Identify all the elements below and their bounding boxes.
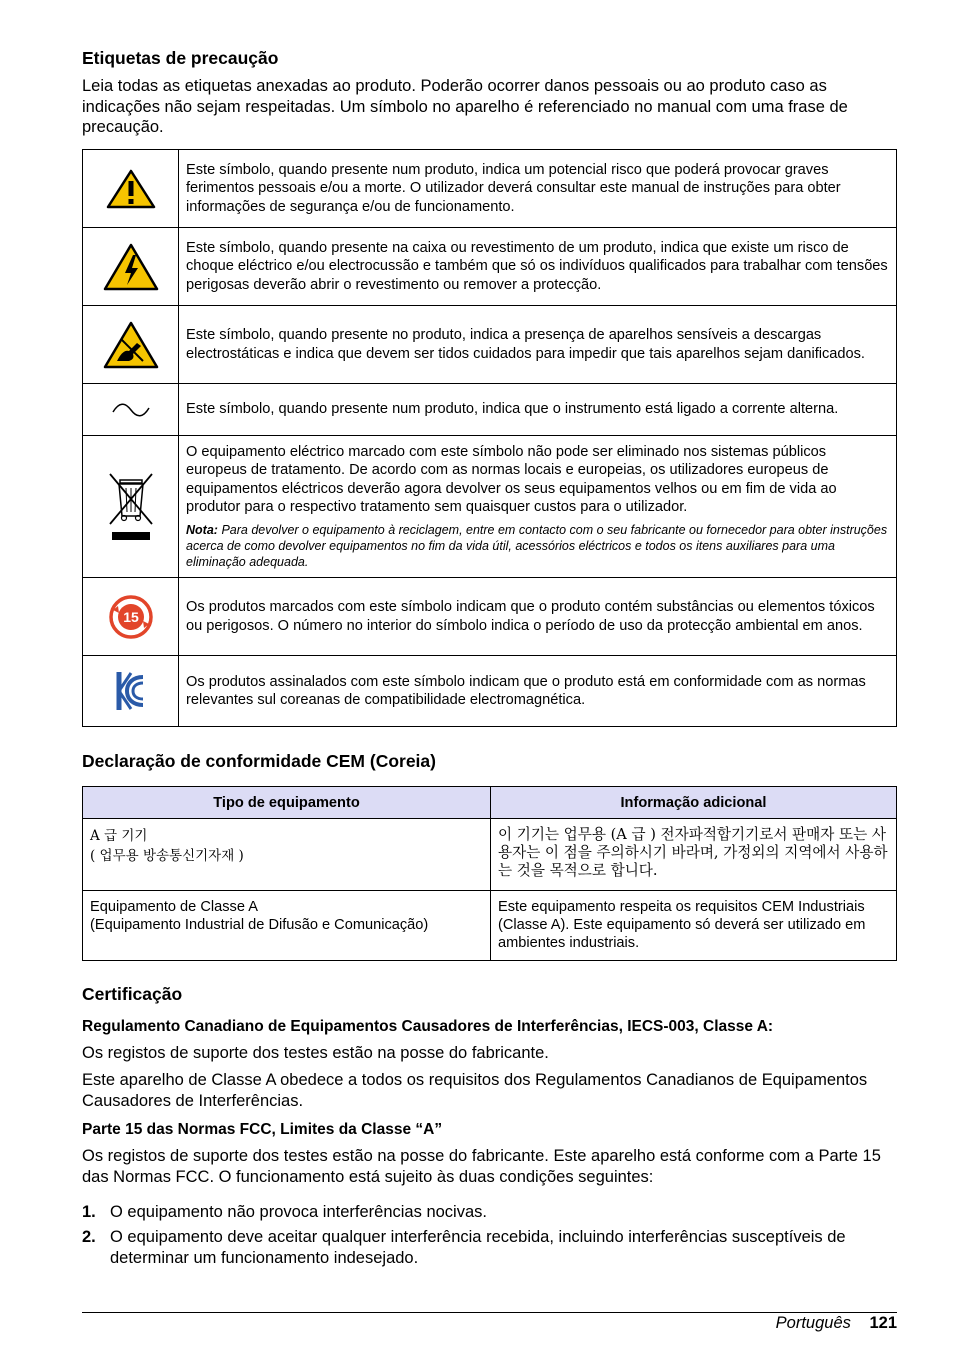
paragraph: Este aparelho de Classe A obedece a todos os requisitos dos Regulamentos Canadianos de Equipamentos Causadores de Interferências. [82,1071,868,1110]
note-text: Para devolver o equipamento à reciclagem, entre em contacto com o seu fabricante ou fornecedor para obter instruções acerca de como devolver equipamentos no fim da vida útil, acessórios eléctricos e todos os itens auxiliares para uma eliminação adequada. [186,522,888,569]
page-footer [776,1314,897,1333]
symbol-row [83,150,897,228]
efup-number: 15 [122,608,139,625]
table-row [83,819,897,891]
symbol-row [83,578,897,656]
footer-language: Português [775,1314,851,1332]
cell-line: Equipamento de Classe A [90,899,258,915]
symbol-description: Os produtos assinalados com este símbolo indicam que o produto está em conformidade com as normas relevantes sul coreanas de compatibilidade electromagnética. [179,656,897,727]
symbol-row [83,436,897,578]
warning-triangle-icon [106,169,156,209]
list-number: 1. [82,1203,96,1221]
list-text: O equipamento deve aceitar qualquer interferência recebida, incluindo interferências susceptíveis de determinar um funcionamento indesejado. [110,1228,846,1267]
paragraph: Os registos de suporte dos testes estão na posse do fabricante. Este aparelho está conforme com a Parte 15 das Normas FCC. O funcionamento está sujeito às duas condições seguintes: [82,1147,881,1186]
cell-line: A 급 기기 [90,828,148,844]
kc-mark-icon [115,669,147,713]
table-cell: 이 기기는 업무용 (A 급 ) 전자파적합기기로서 판매자 또는 사용자는 이 점을 주의하시기 바라며, 가정외의 지역에서 사용하는 것을 목적으로 합니다. [491,819,897,891]
symbol-row [83,228,897,306]
symbol-row [83,656,897,727]
symbol-description: Este símbolo, quando presente num produto, indica um potencial risco que poderá provocar graves ferimentos pessoais e/ou a morte. O utilizador deverá consultar este manual de instruções para obter informações de segurança e/ou de funcionamento. [179,150,897,228]
column-header: Informação adicional [491,787,897,819]
efup-15-icon [108,594,154,640]
subheading-canada: Regulamento Canadiano de Equipamentos Causadores de Interferências, IECS-003, Classe A: [82,1018,774,1035]
symbol-row [83,306,897,384]
intro-paragraph: Leia todas as etiquetas anexadas ao produto. Poderão ocorrer danos pessoais ou ao produto caso as indicações não sejam respeitadas. Um símbolo no aparelho é referenciado no manual com uma frase de precaução. [82,77,848,136]
symbol-description: Este símbolo, quando presente num produto, indica que o instrumento está ligado a corrente alterna. [179,384,897,436]
page-number: 121 [869,1314,897,1332]
subheading-fcc: Parte 15 das Normas FCC, Limites da Classe “A” [82,1121,443,1138]
symbol-description [179,436,897,578]
table-cell [83,891,491,961]
table-row [83,891,897,961]
list-number: 2. [82,1228,96,1246]
symbol-description: Os produtos marcados com este símbolo indicam que o produto contém substâncias ou elementos tóxicos ou perigosos. O número no interior do símbolo indica o período de uso da protecção ambiental em anos. [179,578,897,656]
weee-description: O equipamento eléctrico marcado com este símbolo não pode ser eliminado nos sistemas públicos europeus de tratamento. De acordo com as normas locais e europeias, os utilizadores europeus de equipamentos eléctricos deverão agora devolver os seus equipamentos velhos ou em fim de vida ao produtor para o respectivo tratamento sem quaisquer custos para o utilizador. [186,444,837,515]
table-cell [83,819,491,891]
cem-korea-table [82,786,897,961]
footer-divider [82,1312,897,1313]
esd-sensitive-icon [103,321,159,369]
table-header-row [83,787,897,819]
symbol-row [83,384,897,436]
table-cell: Este equipamento respeita os requisitos CEM Industriais (Classe A). Este equipamento só deverá ser utilizado em ambientes industriais. [491,891,897,961]
note-label: Nota: [186,522,218,537]
list-text: O equipamento não provoca interferências nocivas. [110,1203,487,1221]
symbol-description: Este símbolo, quando presente na caixa ou revestimento de um produto, indica que existe um risco de choque eléctrico e/ou electrocussão e também que só os indivíduos qualificados para trabalhar com tensões perigosas deverão abrir o revestimento ou remover a protecção. [179,228,897,306]
weee-bin-icon [106,472,156,542]
column-header: Tipo de equipamento [83,787,491,819]
paragraph: Os registos de suporte dos testes estão na posse do fabricante. [82,1044,549,1062]
section-heading-cem-korea: Declaração de conformidade CEM (Coreia) [82,751,436,771]
electric-shock-icon [103,243,159,291]
alternating-current-icon [111,402,151,418]
section-heading-certification: Certificação [82,984,183,1004]
cell-line: (Equipamento Industrial de Difusão e Comunicação) [90,917,429,934]
section-heading-precaution-labels: Etiquetas de precaução [82,48,279,68]
precaution-symbols-table [82,149,897,727]
cell-line: ( 업무용 방송통신기자재 ) [90,848,244,864]
note [186,522,888,570]
symbol-description: Este símbolo, quando presente no produto, indica a presença de aparelhos sensíveis a descargas electrostáticas e indica que devem ser tidos cuidados para impedir que tais aparelhos sejam danificados. [179,306,897,384]
